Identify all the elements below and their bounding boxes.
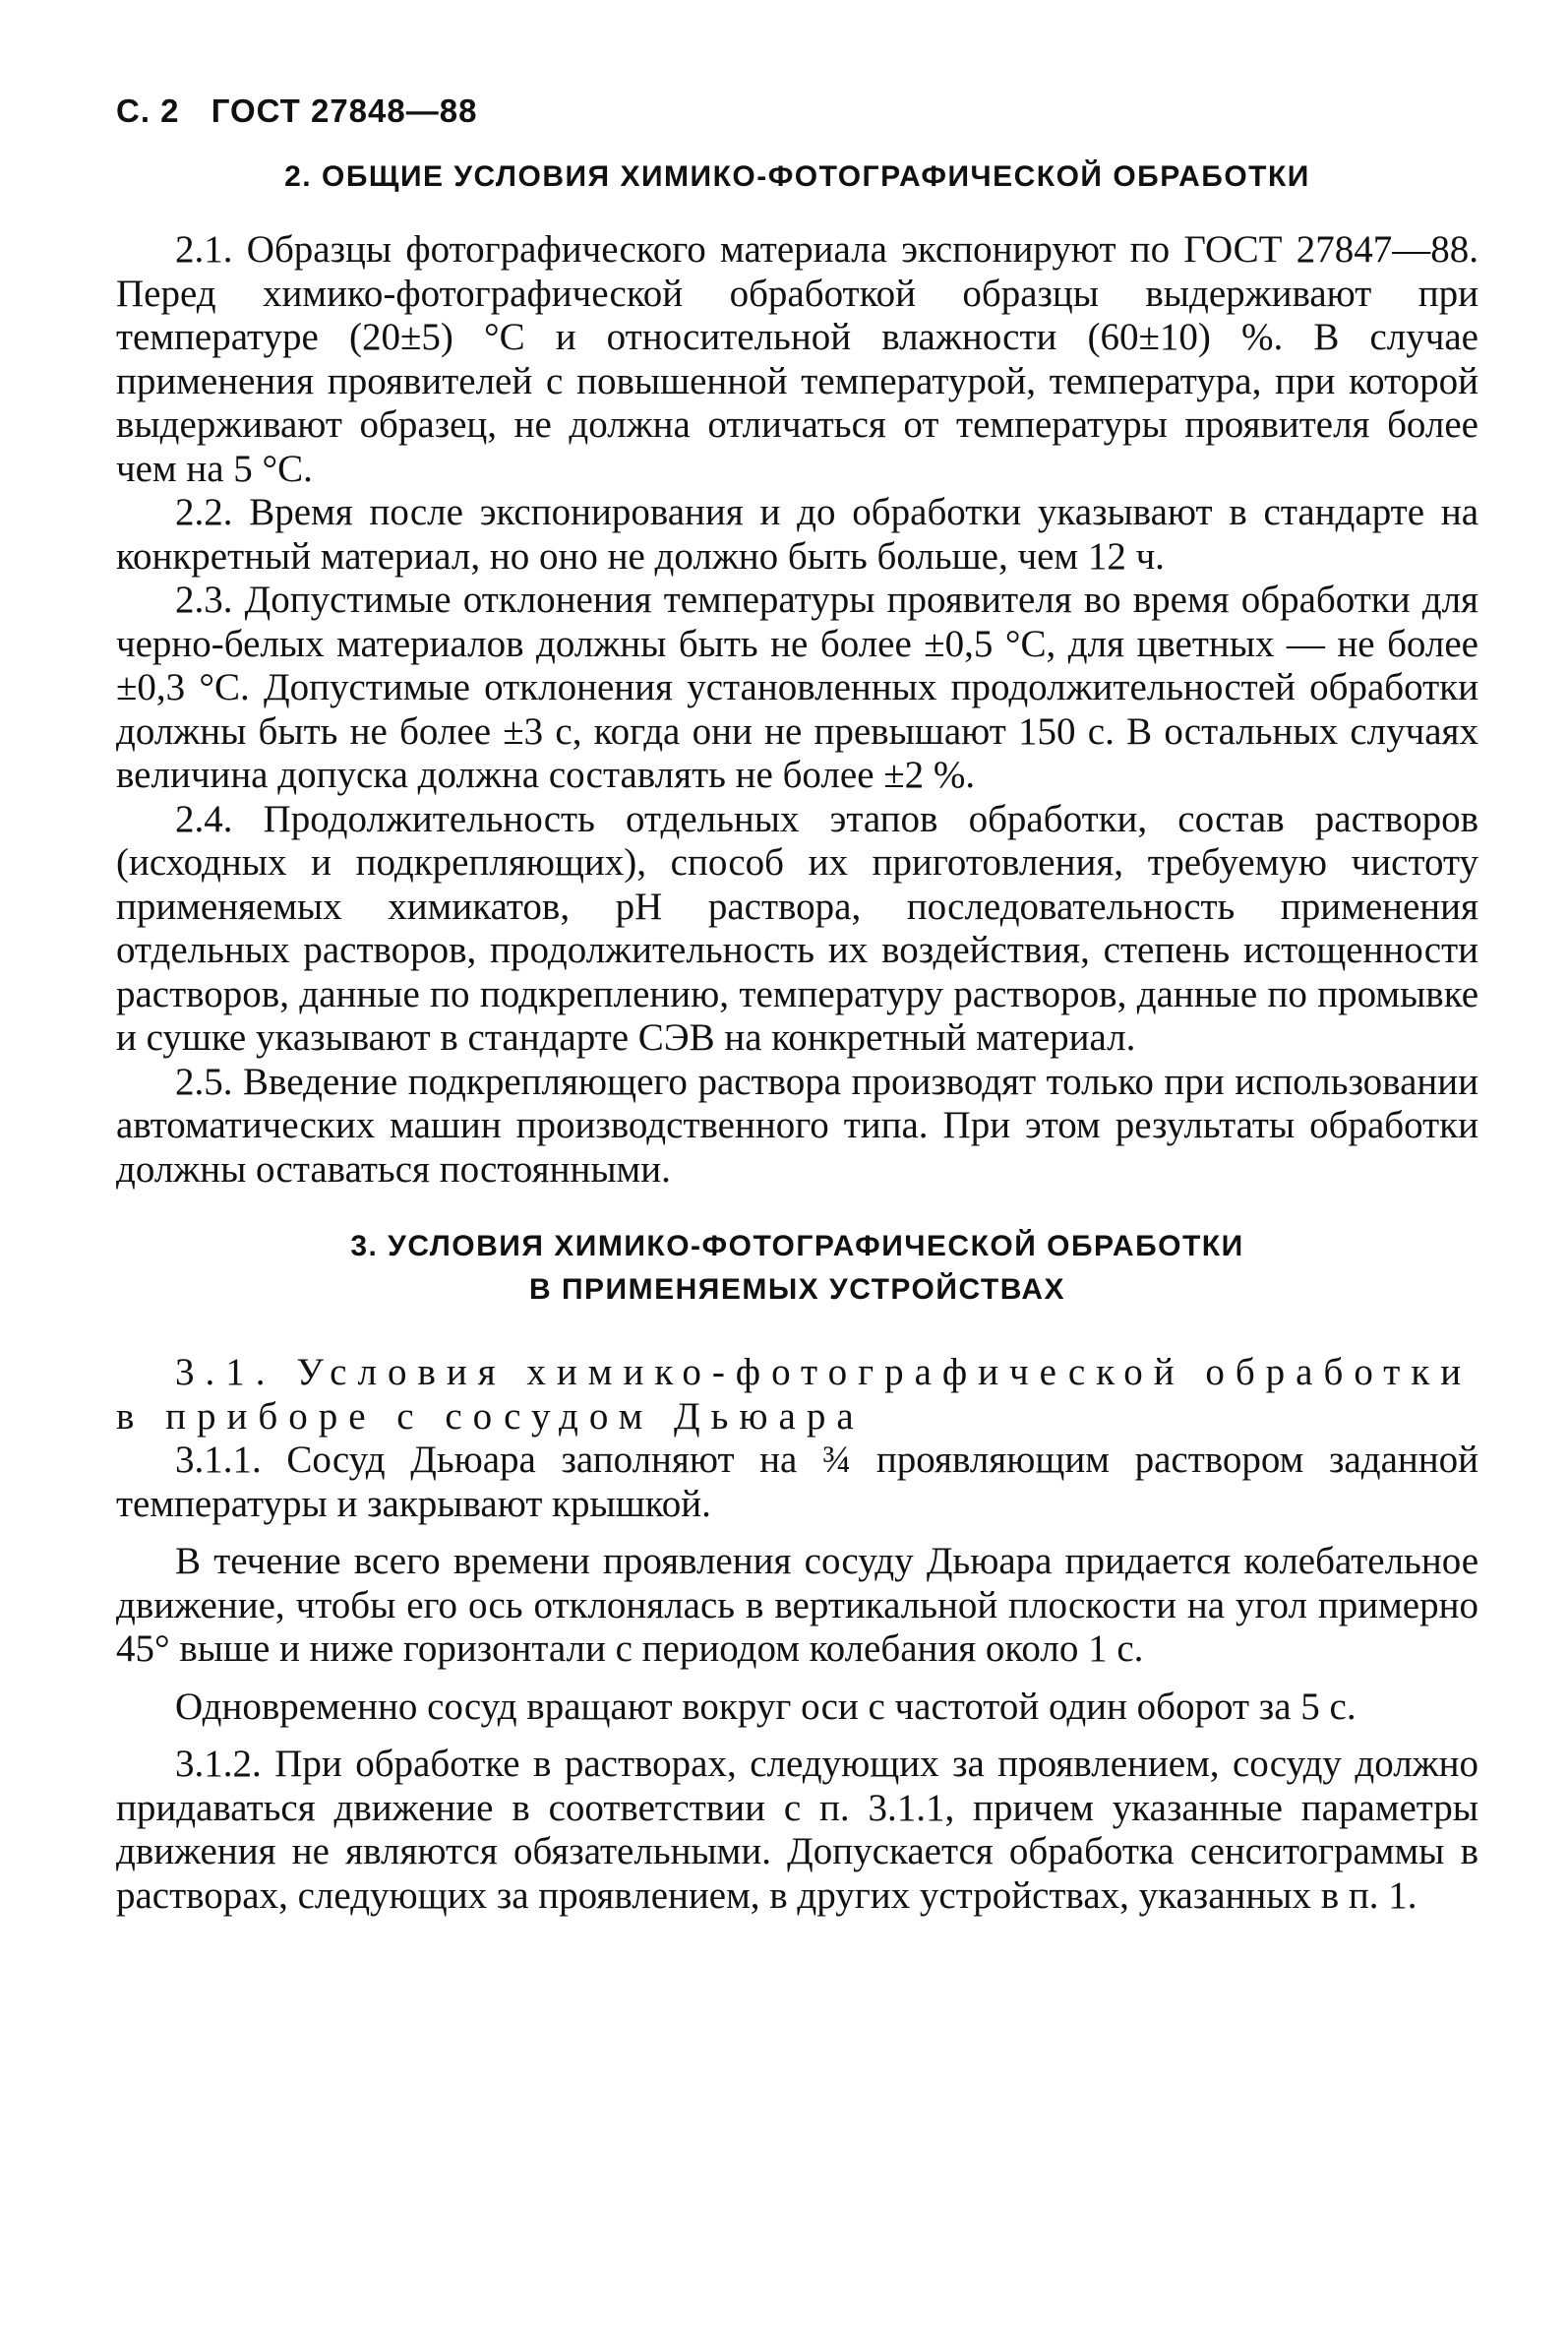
subsection-3-1-heading: 3.1. Условия химико-фотографической обработки в приборе с сосудом Дьюара (116, 1351, 1473, 1438)
paragraph-2-4: 2.4. Продолжительность отдельных этапов обработки, состав растворов (исходных и подкрепляющих), способ их приготовления, требуемую чистоту применяемых химикатов, pH раствора, последовательность применения отдельных растворов, продолжительность их воздействия, степень истощенности растворов, данные по подкреплению, температуру растворов, данные по промывке и сушке указывают в стандарте СЭВ на конкретный материал. (116, 797, 1478, 1059)
paragraph-3-1-1-rotation: Одновременно сосуд вращают вокруг оси с частотой один оборот за 5 с. (175, 1685, 1357, 1728)
document-page (116, 87, 1478, 1918)
section-3-heading (116, 1225, 1478, 1312)
paragraph-2-1: 2.1. Образцы фотографического материала экспонируют по ГОСТ 27847—88. Перед химико-фотографической обработкой образцы выдерживают при температуре (20±5) °С и относительной влажности (60±10) %. В случае применения проявителей с повышенной температурой, температура, при которой выдерживают образец, не должна отличаться от температуры проявителя более чем на 5 °С. (116, 228, 1478, 490)
section-3-heading-line-2: В ПРИМЕНЯЕМЫХ УСТРОЙСТВАХ (528, 1273, 1066, 1306)
paragraph-3-1-2: 3.1.2. При обработке в растворах, следующих за проявлением, сосуду должно придаваться движение в соответствии с п. 3.1.1, причем указанные параметры движения не являются обязательными. Допускается обработка сенситограммы в растворах, следующих за проявлением, в других устройствах, указанных в п. 1. (116, 1743, 1478, 1917)
paragraph-2-2: 2.2. Время после экспонирования и до обработки указывают в стандарте на конкретный материал, но оно не должно быть больше, чем 12 ч. (116, 491, 1478, 578)
paragraph-3-1-1-motion: В течение всего времени проявления сосуду Дьюара придается колебательное движение, чтобы его ось отклонялась в вертикальной плоскости на угол примерно 45° выше и ниже горизонтали с периодом колебания около 1 с. (116, 1540, 1478, 1670)
standard-designation: ГОСТ 27848—88 (211, 92, 478, 129)
paragraph-2-5: 2.5. Введение подкрепляющего раствора производят только при использовании автоматических машин производственного типа. При этом результаты обработки должны оставаться постоянными. (116, 1060, 1478, 1191)
section-3-heading-line-1: 3. УСЛОВИЯ ХИМИКО-ФОТОГРАФИЧЕСКОЙ ОБРАБОТКИ (350, 1230, 1244, 1262)
running-header (116, 87, 1478, 136)
section-2-heading: 2. ОБЩИЕ УСЛОВИЯ ХИМИКО-ФОТОГРАФИЧЕСКОЙ ОБРАБОТКИ (284, 160, 1310, 193)
page-number: С. 2 (116, 92, 180, 129)
paragraph-3-1-1: 3.1.1. Сосуд Дьюара заполняют на ¾ проявляющим раствором заданной температуры и закрывают крышкой. (116, 1439, 1478, 1525)
paragraph-2-3: 2.3. Допустимые отклонения температуры проявителя во время обработки для черно-белых материалов должны быть не более ±0,5 °С, для цветных — не более ±0,3 °С. Допустимые отклонения установленных продолжительностей обработки должны быть не более ±3 с, когда они не превышают 150 с. В остальных случаях величина допуска должна составлять не более ±2 %. (116, 579, 1478, 796)
